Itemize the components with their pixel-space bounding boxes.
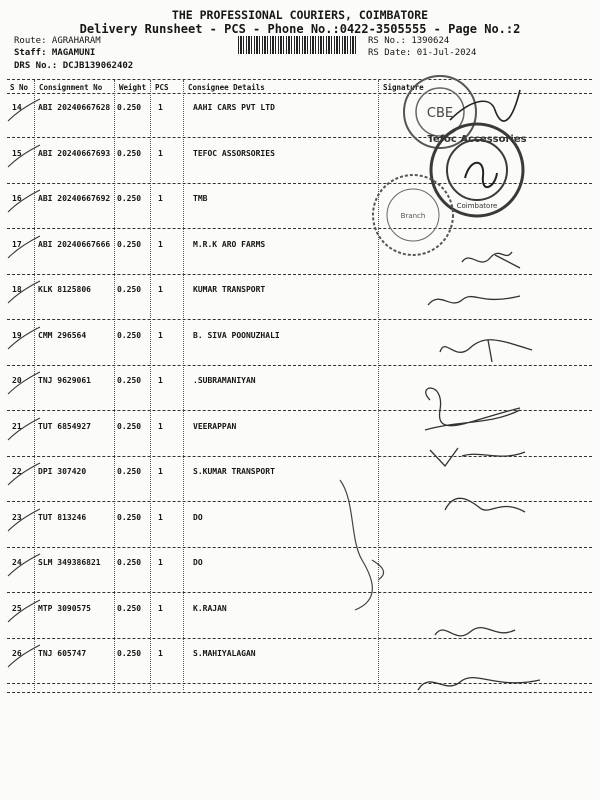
col-consignee: Consignee Details — [188, 83, 265, 92]
cell-pcs: 1 — [158, 512, 163, 522]
cell-consignment: TNJ 9629061 — [38, 376, 91, 385]
staff-label: Staff: MAGAMUNI — [14, 48, 96, 58]
col-pcs: PCS — [155, 83, 169, 92]
route-label: Route: AGRAHARAM — [14, 36, 101, 46]
cell-sno: 19 — [12, 330, 22, 340]
company-title: THE PROFESSIONAL COURIERS, COIMBATORE — [171, 8, 429, 22]
cell-consignee: KUMAR TRANSPORT — [193, 285, 266, 294]
cell-consignment: DPI 307420 — [38, 467, 87, 476]
cell-pcs: 1 — [158, 285, 163, 294]
cell-sno: 16 — [12, 194, 22, 203]
cell-sno: 22 — [12, 467, 22, 476]
cell-pcs: 1 — [158, 376, 163, 385]
cell-weight: 0.250 — [117, 285, 142, 294]
cell-pcs: 1 — [158, 467, 163, 476]
cell-consignee: M.R.K ARO FARMS — [193, 239, 266, 249]
cell-consignee: VEERAPPAN — [193, 421, 237, 431]
cell-weight: 0.250 — [117, 330, 142, 340]
cell-consignment: TNJ 605747 — [38, 649, 87, 658]
cell-pcs: 1 — [158, 103, 163, 112]
rs-date: RS Date: 01-Jul-2024 — [368, 48, 477, 58]
svg-text:CBE: CBE — [426, 106, 454, 121]
cell-consignment: ABI 20240667692 — [38, 194, 111, 203]
cell-weight: 0.250 — [117, 376, 142, 385]
cell-consignee: S.MAHIYALAGAN — [193, 649, 256, 658]
cell-consignee: K.RAJAN — [193, 603, 227, 613]
cell-sno: 24 — [12, 558, 22, 567]
cell-consignment: ABI 20240667693 — [38, 148, 111, 158]
cell-consignee: TEFOC ASSORSORIES — [193, 148, 275, 158]
cell-weight: 0.250 — [117, 194, 142, 203]
table-end-rule — [7, 692, 592, 693]
cell-pcs: 1 — [158, 194, 163, 203]
cell-consignee: S.KUMAR TRANSPORT — [193, 467, 275, 476]
cell-weight: 0.250 — [117, 558, 142, 567]
cell-consignment: KLK 8125806 — [38, 285, 91, 294]
cell-weight: 0.250 — [117, 421, 142, 431]
drs-number: DRS No.: DCJB139062402 — [14, 61, 134, 71]
cell-consignee: .SUBRAMANIYAN — [193, 376, 256, 385]
cell-consignment: CMM 296564 — [38, 330, 87, 340]
runsheet-subtitle: Delivery Runsheet - PCS - Phone No.:0422-3505555 - Page No.:2 — [79, 22, 521, 36]
cell-consignee: TMB — [193, 194, 208, 203]
rs-number: RS No.: 1390624 — [368, 36, 450, 46]
svg-text:Coimbatore: Coimbatore — [456, 202, 498, 210]
cell-sno: 17 — [12, 239, 22, 249]
cell-consignment: ABI 20240667666 — [38, 239, 111, 249]
cell-weight: 0.250 — [117, 512, 142, 522]
cell-consignee: DO — [193, 512, 203, 522]
cell-pcs: 1 — [158, 330, 163, 340]
col-sno: S No — [10, 83, 29, 92]
cell-consignment: ABI 20240667628 — [38, 103, 111, 112]
cell-sno: 21 — [12, 421, 22, 431]
cell-consignment: SLM 349386821 — [38, 558, 101, 567]
svg-text:Branch: Branch — [400, 212, 426, 220]
cell-weight: 0.250 — [117, 467, 142, 476]
cell-pcs: 1 — [158, 558, 163, 567]
cell-weight: 0.250 — [117, 148, 142, 158]
col-consignment: Consignment No — [39, 83, 103, 92]
cell-pcs: 1 — [158, 649, 163, 658]
cell-sno: 25 — [12, 603, 22, 613]
cell-consignee: B. SIVA POONUZHALI — [193, 330, 280, 340]
col-signature: Signature — [383, 83, 424, 92]
cell-consignment: TUT 6854927 — [38, 421, 91, 431]
cell-sno: 15 — [12, 148, 22, 158]
svg-text:Tefoc Accessories: Tefoc Accessories — [427, 134, 527, 145]
cell-consignment: MTP 3090575 — [38, 603, 91, 613]
col-weight: Weight — [119, 83, 147, 92]
cell-pcs: 1 — [158, 148, 163, 158]
cell-consignee: DO — [193, 558, 203, 567]
cell-weight: 0.250 — [117, 103, 142, 112]
cell-sno: 20 — [12, 376, 22, 385]
cell-weight: 0.250 — [117, 603, 142, 613]
cell-sno: 14 — [12, 103, 22, 112]
cell-sno: 18 — [12, 285, 22, 294]
cell-sno: 23 — [12, 512, 22, 522]
cell-pcs: 1 — [158, 603, 163, 613]
cell-pcs: 1 — [158, 239, 163, 249]
cell-weight: 0.250 — [117, 649, 142, 658]
cell-consignment: TUT 813246 — [38, 512, 87, 522]
cell-sno: 26 — [12, 649, 22, 658]
cell-weight: 0.250 — [117, 239, 142, 249]
cell-pcs: 1 — [158, 421, 163, 431]
cell-consignee: AAHI CARS PVT LTD — [193, 103, 275, 112]
